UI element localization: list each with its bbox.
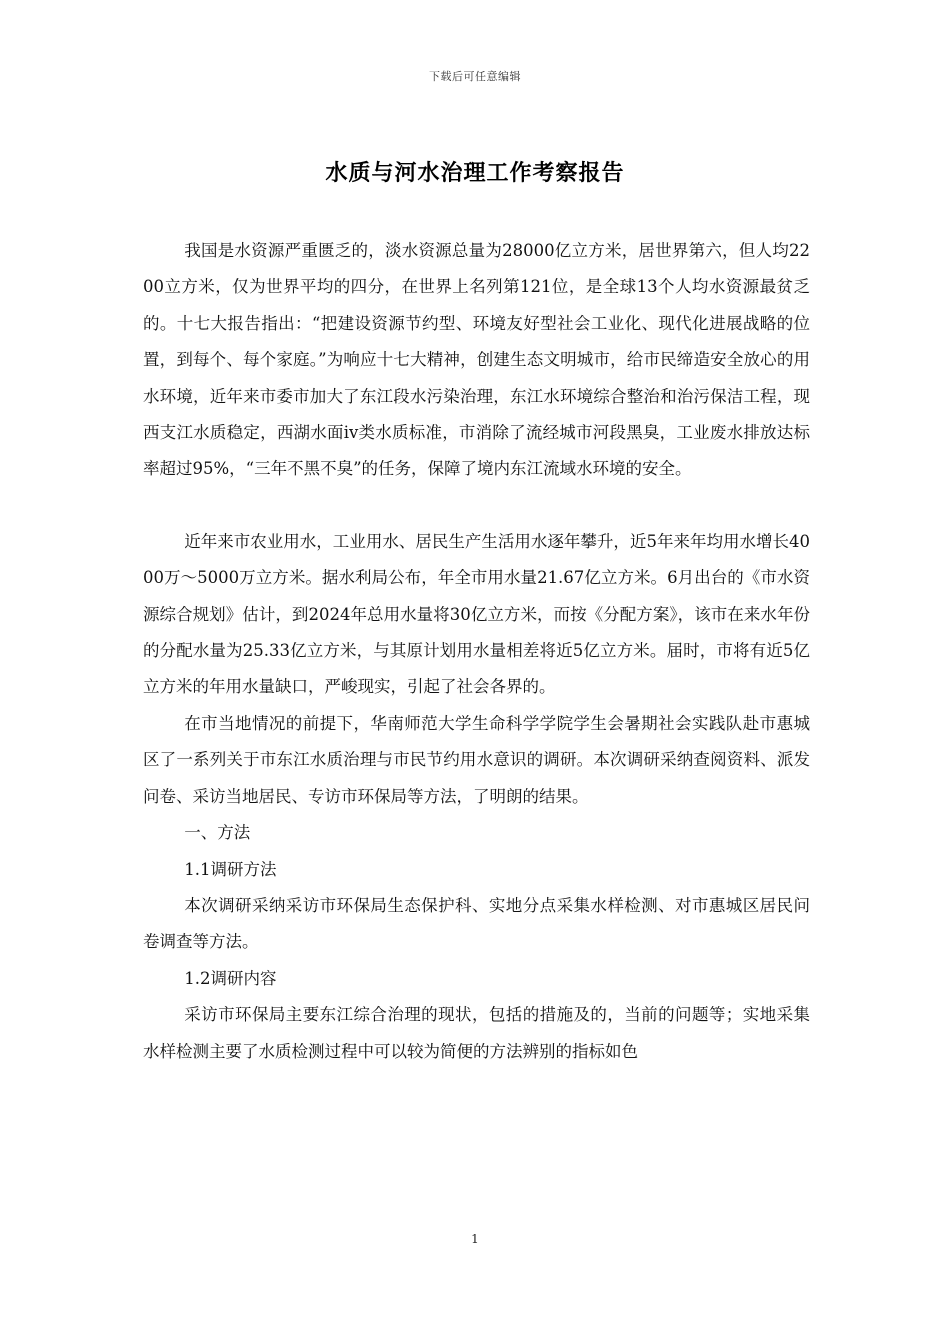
document-title: 水质与河水治理工作考察报告 [325,160,625,186]
subsection-heading-research-methods: 1.1调研方法 [184,859,277,879]
paragraph-intro: 我国是水资源严重匮乏的，淡水资源总量为28000亿立方米，居世界第六，但人均2200立方米，仅为世界平均的四分，在世界上名列第121位，是全球13个人均水资源最贫乏的。十七大报告指出：“把建设资源节约型、环境友好型社会工业化、现代化进展战略的位置，到每个、每个家庭。”为响应十七大精神，创建生态文明城市，给市民缔造安全放心的用水环境，近年来市委市加大了东江段水污染治理，东江水环境综合整治和治污保洁工程，现西支江水质稳定，西湖水面iv类水质标准，市消除了流经城市河段黑臭，工业废水排放达标率超过95%，“三年不黑不臭”的任务，保障了境内东江流域水环境的安全。 [143,241,810,479]
paragraph-gap [143,488,810,524]
section-heading-methods: 一、方法 [184,823,251,843]
subsection-heading-research-content: 1.2调研内容 [184,968,277,988]
paragraph-research-methods: 本次调研采纳采访市环保局生态保护科、实地分点采集水样检测、对市惠城区居民问卷调查等方法。 [143,895,810,952]
download-note: 下载后可任意编辑 [429,70,521,83]
paragraph-research-content: 采访市环保局主要东江综合治理的现状，包括的措施及的，当前的问题等；实地采集水样检测主要了水质检测过程中可以较为简便的方法辨别的指标如色 [143,1005,810,1061]
document-body [143,233,810,1070]
page-number: 1 [471,1232,479,1246]
paragraph-survey-background: 在市当地情况的前提下，华南师范大学生命科学学院学生会暑期社会实践队赴市惠城区了一系列关于市东江水质治理与市民节约用水意识的调研。本次调研采纳查阅资料、派发问卷、采访当地居民、专访市环保局等方法，了明朗的结果。 [143,713,810,806]
paragraph-water-usage: 近年来市农业用水，工业用水、居民生产生活用水逐年攀升，近5年来年均用水增长4000万～5000万立方米。据水利局公布，年全市用水量21.67亿立方米。6月出台的《市水资源综合规划》估计，到2024年总用水量将30亿立方米，而按《分配方案》，该市在来水年份的分配水量为25.33亿立方米，与其原计划用水量相差将近5亿立方米。届时，市将有近5亿立方米的年用水量缺口，严峻现实，引起了社会各界的。 [143,531,810,697]
